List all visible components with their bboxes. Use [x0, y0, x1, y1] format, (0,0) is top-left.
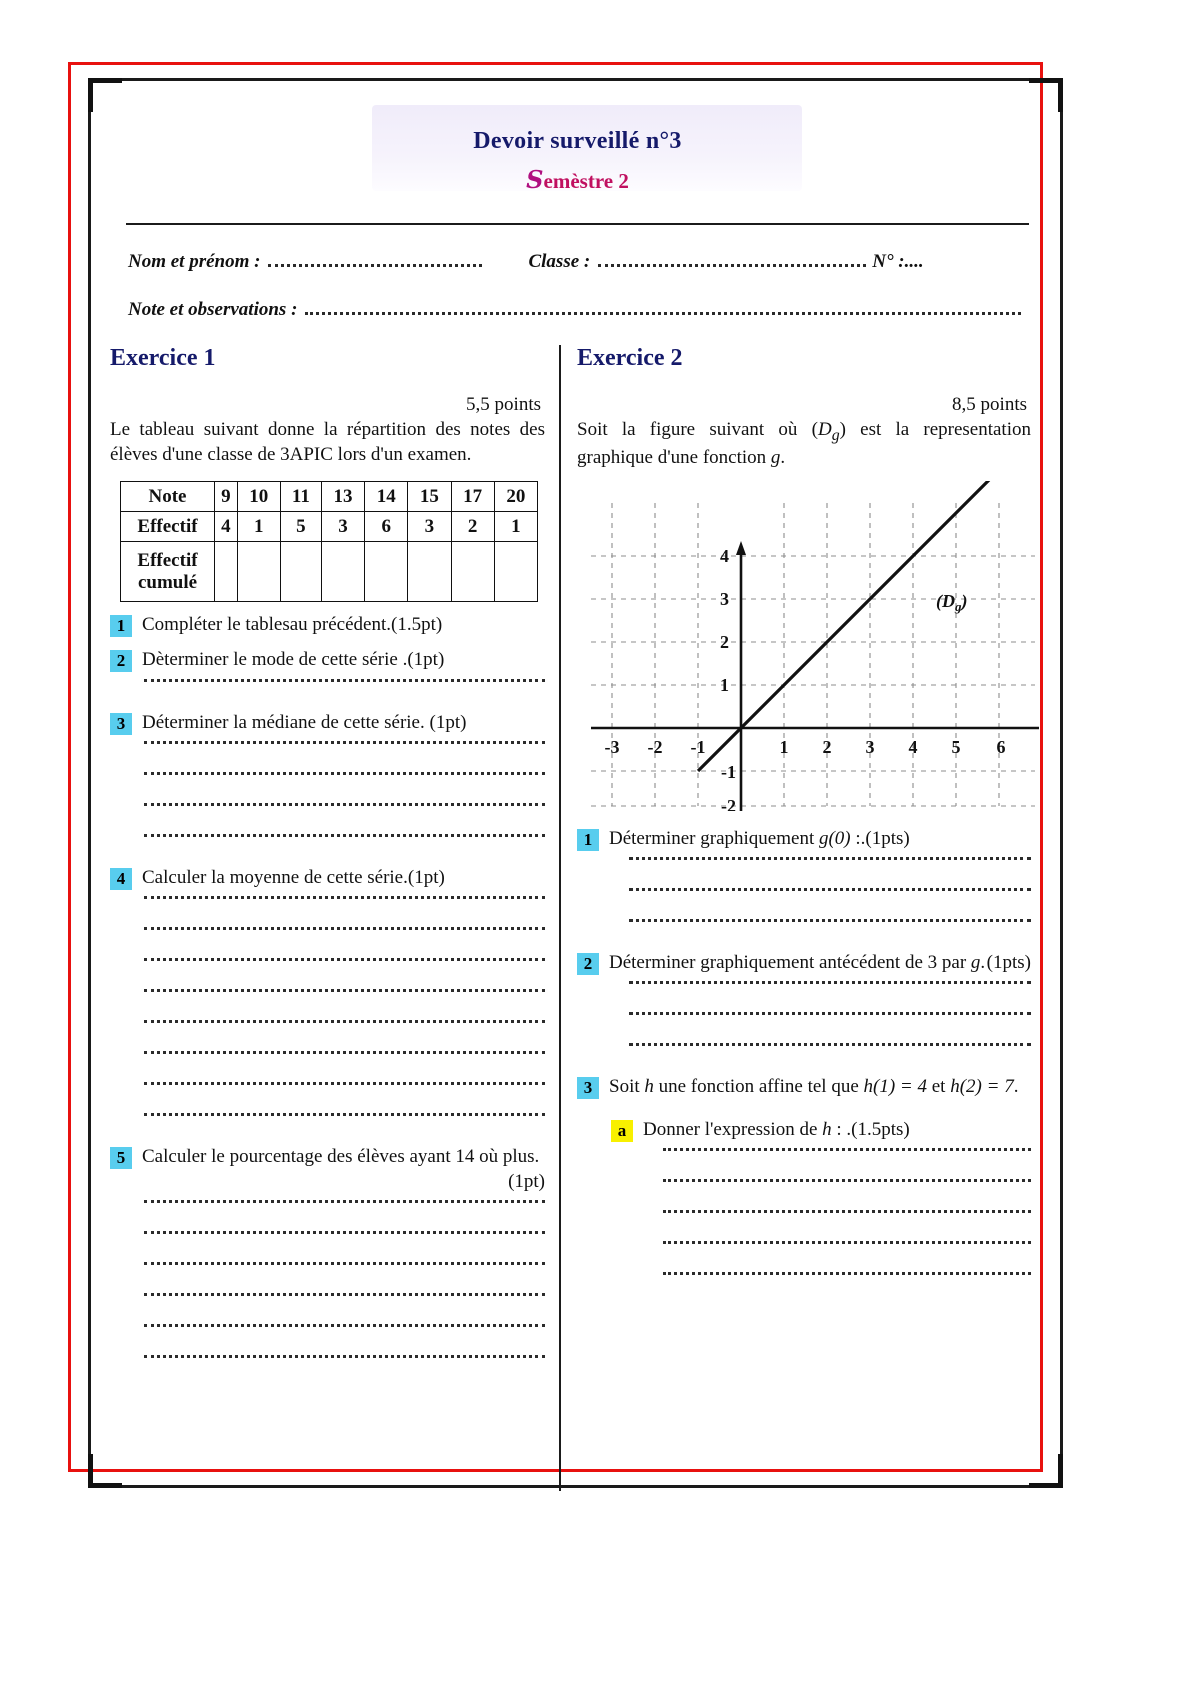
subtitle-rest: emèstre 2	[543, 169, 629, 193]
question-number-badge: 5	[110, 1147, 132, 1169]
table-cell-effectif: 6	[365, 512, 408, 542]
x-tick-label: -1	[690, 737, 706, 758]
question-text	[643, 1117, 1031, 1142]
x-tick-label: 2	[822, 737, 832, 758]
question-2-1	[577, 826, 1031, 851]
answer-line[interactable]	[663, 1241, 1031, 1244]
x-tick-labels	[605, 737, 1006, 757]
question-text-a: Soit	[609, 1076, 645, 1098]
table-cell-note: 15	[408, 482, 451, 512]
question-math: h	[822, 1119, 832, 1141]
question-1-4	[110, 865, 545, 890]
answer-line[interactable]	[629, 1043, 1031, 1046]
answer-line[interactable]	[629, 888, 1031, 891]
table-cell-cumule-blank[interactable]	[280, 542, 321, 602]
y-axis-arrow	[736, 541, 746, 555]
curve-label-dg: $(D_g)$	[936, 591, 968, 615]
table-row-effectif-cumule	[121, 542, 538, 602]
page-title: Devoir surveillé n°3	[473, 128, 682, 154]
question-number-badge: a	[611, 1120, 633, 1142]
answer-line[interactable]	[144, 772, 545, 775]
y-tick-label: -2	[721, 796, 736, 812]
y-tick-label: 2	[720, 632, 729, 653]
document-title-block	[110, 95, 1045, 205]
answer-line[interactable]	[144, 834, 545, 837]
question-text-body: Déterminer graphiquement	[609, 828, 819, 850]
curve-label-subscript: g	[955, 599, 962, 615]
x-tick-label: 6	[996, 737, 1006, 758]
y-tick-labels	[720, 546, 736, 811]
answer-line[interactable]	[144, 679, 545, 682]
y-tick-label: 1	[720, 675, 729, 696]
number-field-label: N° :....	[872, 251, 924, 272]
exercise-2-column	[561, 345, 1031, 1491]
table-cell-cumule-blank[interactable]	[215, 542, 238, 602]
exercise-2-points: 8,5 points	[952, 394, 1027, 415]
question-1-5	[110, 1144, 545, 1194]
answer-area-1-2[interactable]	[144, 679, 545, 682]
question-math: g	[970, 952, 981, 974]
answer-line[interactable]	[144, 1355, 545, 1358]
class-field-label: Classe :	[528, 251, 591, 272]
answer-line[interactable]	[144, 989, 545, 992]
question-number-badge: 2	[577, 953, 599, 975]
question-text	[142, 1144, 545, 1194]
table-cell-effectif: 1	[494, 512, 537, 542]
question-math-h: h	[644, 1076, 654, 1098]
question-text: Déterminer la médiane de cette série. (1pt)	[142, 711, 467, 733]
answer-line[interactable]	[144, 1231, 545, 1234]
exercise-1-column	[110, 345, 559, 1491]
table-cell-cumule-blank[interactable]	[365, 542, 408, 602]
exam-page	[110, 95, 1045, 1495]
table-cell-cumule-blank[interactable]	[321, 542, 364, 602]
question-2-2	[577, 950, 1031, 975]
question-text-b: une fonction affine tel que	[653, 1076, 864, 1098]
answer-line[interactable]	[144, 1200, 545, 1203]
intro-dg-symbol: D	[817, 419, 832, 440]
table-cell-effectif: 4	[215, 512, 238, 542]
row-label-effectif: Effectif	[121, 512, 215, 542]
table-cell-note: 9	[215, 482, 238, 512]
question-text	[609, 826, 1031, 851]
question-1-2	[110, 647, 545, 672]
intro-dg-subscript: g	[831, 426, 840, 444]
exercise-1-title: Exercice 1	[110, 345, 216, 371]
table-cell-effectif: 1	[237, 512, 280, 542]
table-cell-note: 10	[237, 482, 280, 512]
table-row-effectif	[121, 512, 538, 542]
question-text-body: Déterminer graphiquement antécédent de 3 par	[609, 952, 971, 974]
question-points: (1pts)	[986, 952, 1031, 974]
exercise-2-intro	[577, 418, 1031, 471]
answer-line[interactable]	[144, 896, 545, 899]
table-cell-cumule-blank[interactable]	[494, 542, 537, 602]
question-number-badge: 4	[110, 868, 132, 890]
y-tick-label: 3	[720, 589, 729, 610]
table-cell-effectif: 3	[408, 512, 451, 542]
answer-line[interactable]	[629, 919, 1031, 922]
exercise-1-intro: Le tableau suivant donne la répartition des notes des élèves d'une classe de 3APIC lors d'un examen.	[110, 419, 545, 465]
row-label-effectif-cumule: Effectif cumulé	[121, 542, 215, 602]
question-2-3	[577, 1074, 1031, 1099]
question-number-badge: 1	[110, 615, 132, 637]
question-number-badge: 2	[110, 650, 132, 672]
answer-line[interactable]	[144, 927, 545, 930]
question-1-3	[110, 710, 545, 735]
exercise-2-title: Exercice 2	[577, 345, 683, 371]
question-1-1	[110, 612, 545, 637]
name-input-line[interactable]	[268, 264, 482, 267]
question-text: Dèterminer le mode de cette série .(1pt)	[142, 649, 445, 671]
function-graph-figure	[573, 481, 1031, 816]
answer-area-1-5[interactable]	[144, 1200, 545, 1358]
answer-line[interactable]	[144, 803, 545, 806]
intro-part-1: Soit la figure suivant où (	[577, 419, 818, 440]
y-tick-label: -1	[721, 762, 736, 783]
horizontal-gridlines	[591, 556, 1035, 806]
question-number-badge: 1	[577, 829, 599, 851]
subtitle-script-initial: S	[526, 165, 544, 194]
answer-area-1-3[interactable]	[144, 741, 545, 837]
question-math-h2: h(2) = 7	[950, 1076, 1014, 1098]
x-tick-label: -2	[647, 737, 663, 758]
answer-line[interactable]	[144, 958, 545, 961]
question-math: g(0)	[818, 828, 851, 850]
exam-columns	[110, 345, 1045, 1491]
question-text-body: Calculer le pourcentage des élèves ayant 14 où plus.	[142, 1145, 540, 1167]
question-text-c: et	[927, 1076, 951, 1098]
table-cell-cumule-blank[interactable]	[408, 542, 451, 602]
question-2-3-a	[611, 1117, 1031, 1142]
table-row-note	[121, 482, 538, 512]
answer-area-2-2[interactable]	[629, 981, 1031, 1046]
note-input-line[interactable]	[305, 312, 1021, 315]
vertical-gridlines	[612, 503, 999, 806]
x-tick-label: 1	[779, 737, 789, 758]
answer-line[interactable]	[629, 857, 1031, 860]
x-tick-label: 4	[908, 737, 918, 758]
intro-end: .	[780, 447, 786, 469]
answer-line[interactable]	[144, 1051, 545, 1054]
answer-line[interactable]	[629, 981, 1031, 984]
answer-line[interactable]	[144, 1293, 545, 1296]
header-divider-rule	[126, 223, 1029, 225]
question-points: (1pt)	[508, 1170, 545, 1192]
exercise-1-points: 5,5 points	[466, 394, 541, 415]
graph-svg	[573, 481, 1043, 811]
answer-line[interactable]	[144, 1020, 545, 1023]
note-field-label: Note et observations :	[128, 299, 298, 320]
answer-line[interactable]	[144, 1113, 545, 1116]
x-tick-label: -3	[604, 737, 620, 758]
question-text: Calculer la moyenne de cette série.(1pt)	[142, 866, 445, 888]
question-tail: .	[980, 952, 986, 974]
question-tail: :.(1pts)	[850, 828, 910, 850]
answer-area-2-3a[interactable]	[663, 1148, 1031, 1275]
intro-part-2: ) est la representation graphique d'une fonction	[577, 419, 1031, 469]
question-number-badge: 3	[110, 713, 132, 735]
question-number-badge: 3	[577, 1077, 599, 1099]
answer-line[interactable]	[144, 1082, 545, 1085]
question-tail: : .(1.5pts)	[831, 1119, 910, 1141]
question-text	[609, 1074, 1031, 1099]
x-tick-label: 3	[865, 737, 875, 758]
page-subtitle	[110, 165, 1045, 194]
question-text: Compléter le tablesau précédent.(1.5pt)	[142, 614, 443, 636]
answer-line[interactable]	[663, 1272, 1031, 1275]
table-cell-effectif: 5	[280, 512, 321, 542]
answer-line[interactable]	[144, 1324, 545, 1327]
answer-area-2-1[interactable]	[629, 857, 1031, 922]
row-label-note: Note	[121, 482, 215, 512]
table-cell-note: 11	[280, 482, 321, 512]
table-cell-note: 13	[321, 482, 364, 512]
question-math-h1: h(1) = 4	[863, 1076, 927, 1098]
question-text-d: .	[1013, 1076, 1019, 1098]
answer-line[interactable]	[629, 1012, 1031, 1015]
x-tick-label: 5	[951, 737, 961, 758]
table-cell-note: 20	[494, 482, 537, 512]
table-cell-cumule-blank[interactable]	[237, 542, 280, 602]
answer-line[interactable]	[663, 1179, 1031, 1182]
table-cell-cumule-blank[interactable]	[451, 542, 494, 602]
student-identity-row	[128, 251, 1027, 273]
class-input-line[interactable]	[598, 264, 866, 267]
table-cell-note: 14	[365, 482, 408, 512]
question-text-body: Donner l'expression de	[643, 1119, 823, 1141]
y-tick-label: 4	[720, 546, 729, 567]
answer-line[interactable]	[663, 1148, 1031, 1151]
answer-line[interactable]	[144, 1262, 545, 1265]
table-cell-effectif: 3	[321, 512, 364, 542]
intro-function-symbol: g	[770, 447, 781, 469]
statistics-table	[120, 481, 538, 602]
answer-area-1-4[interactable]	[144, 896, 545, 1116]
table-cell-effectif: 2	[451, 512, 494, 542]
table-cell-note: 17	[451, 482, 494, 512]
name-field-label: Nom et prénom :	[128, 251, 261, 272]
answer-line[interactable]	[144, 741, 545, 744]
note-observations-row	[128, 299, 1027, 321]
answer-line[interactable]	[663, 1210, 1031, 1213]
question-text	[609, 950, 1031, 975]
